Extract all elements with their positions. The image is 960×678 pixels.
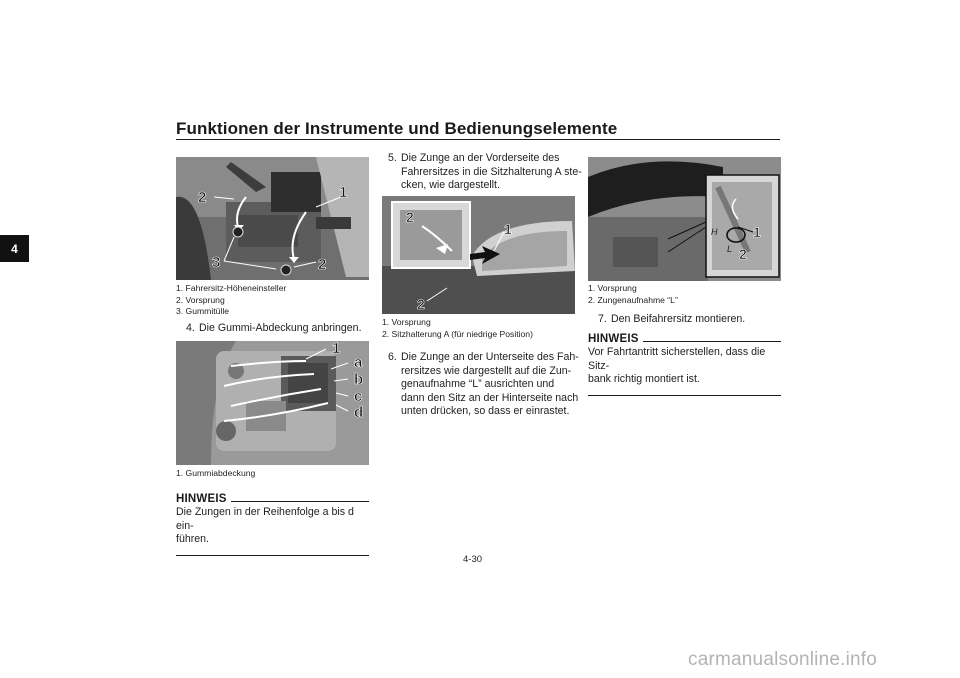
caption-item: 1. Vorsprung: [588, 283, 637, 293]
callout-2a: 2: [198, 189, 207, 206]
step-text: Die Gummi-Abdeckung anbringen.: [199, 322, 362, 334]
caption-item: 1. Vorsprung: [382, 317, 431, 327]
step-line: unten drücken, so dass er einrastet.: [401, 405, 570, 418]
caption-item: 1. Gummiabdeckung: [176, 468, 256, 478]
callout-2b: 2: [417, 296, 425, 312]
step-number: 5.: [388, 152, 397, 164]
callout-a: a: [354, 354, 363, 371]
step-number: 6.: [388, 351, 397, 363]
hinweis-rule: [643, 341, 781, 342]
callout-c: c: [354, 388, 363, 405]
caption-item: 2. Vorsprung: [176, 294, 225, 305]
figure-seat-holder-a: [382, 196, 575, 314]
step-line: Die Zunge an der Vorderseite des: [401, 152, 560, 164]
step-7: [598, 313, 788, 327]
hinweis-box-1: [176, 493, 369, 546]
figure-seat-height-adjuster: [176, 157, 369, 280]
hinweis-rule: [231, 501, 369, 502]
callout-l: L: [727, 244, 733, 254]
caption-item: 2. Sitzhalterung A (für niedrige Position): [382, 328, 533, 339]
callout-1: 1: [504, 221, 512, 237]
hinweis-line: Die Zungen in der Reihenfolge a bis d ein-: [176, 506, 354, 532]
chapter-tab: 4: [0, 235, 29, 262]
hinweis-heading: HINWEIS: [176, 493, 227, 505]
step-4: [186, 322, 376, 336]
hinweis-heading: HINWEIS: [588, 333, 639, 345]
hinweis-bottom-rule: [176, 555, 369, 556]
callout-1: 1: [339, 184, 348, 201]
callout-1: 1: [753, 224, 761, 240]
step-text: Den Beifahrersitz montieren.: [611, 313, 746, 325]
page-title: Funktionen der Instrumente und Bedienungselemente: [176, 119, 618, 138]
header-rule: [176, 139, 780, 140]
hinweis-line: bank richtig montiert ist.: [588, 373, 700, 386]
step-line: Die Zunge an der Unterseite des Fah-: [401, 351, 579, 363]
hinweis-line: führen.: [176, 533, 209, 546]
caption-item: 1. Fahrersitz-Höheneinsteller: [176, 283, 287, 293]
step-6: [388, 351, 578, 421]
callout-b: b: [354, 371, 364, 388]
step-line: rersitzes wie dargestellt auf die Zun-: [401, 364, 572, 377]
caption-list-2: [176, 468, 255, 480]
caption-item: 3. Gummitülle: [176, 306, 230, 316]
callout-d: d: [354, 404, 364, 421]
step-line: genaufnahme “L” ausrichten und: [401, 378, 555, 391]
callout-2: 2: [739, 246, 747, 262]
step-number: 7.: [598, 313, 607, 325]
hinweis-text: [588, 346, 781, 387]
step-text: [401, 152, 582, 193]
step-5: [388, 152, 582, 194]
figure-tongue-receiver: [588, 157, 781, 281]
step-text: [401, 351, 579, 419]
page-number: 4-30: [463, 554, 483, 565]
watermark: carmanualsonline.info: [688, 649, 878, 670]
step-line: Fahrersitzes in die Sitzhalterung A ste-: [401, 165, 582, 178]
caption-item: 2. Zungenaufnahme “L”: [588, 294, 678, 305]
hinweis-bottom-rule: [588, 395, 781, 396]
step-line: cken, wie dargestellt.: [401, 179, 500, 192]
callout-1: 1: [332, 341, 341, 357]
hinweis-line: Vor Fahrtantritt sicherstellen, dass die Sitz-: [588, 346, 766, 372]
caption-list-3: [382, 317, 533, 340]
step-number: 4.: [186, 322, 195, 334]
callout-2b: 2: [318, 256, 327, 273]
caption-list-4: [588, 283, 678, 306]
step-line: dann den Sitz an der Hinterseite nach: [401, 391, 579, 404]
figure-rubber-cover: [176, 341, 369, 465]
callout-h: H: [711, 227, 718, 237]
callout-3: 3: [212, 254, 221, 271]
hinweis-text: [176, 506, 369, 547]
callout-2a: 2: [406, 209, 414, 225]
caption-list-1: [176, 283, 286, 318]
hinweis-box-2: [588, 333, 781, 386]
